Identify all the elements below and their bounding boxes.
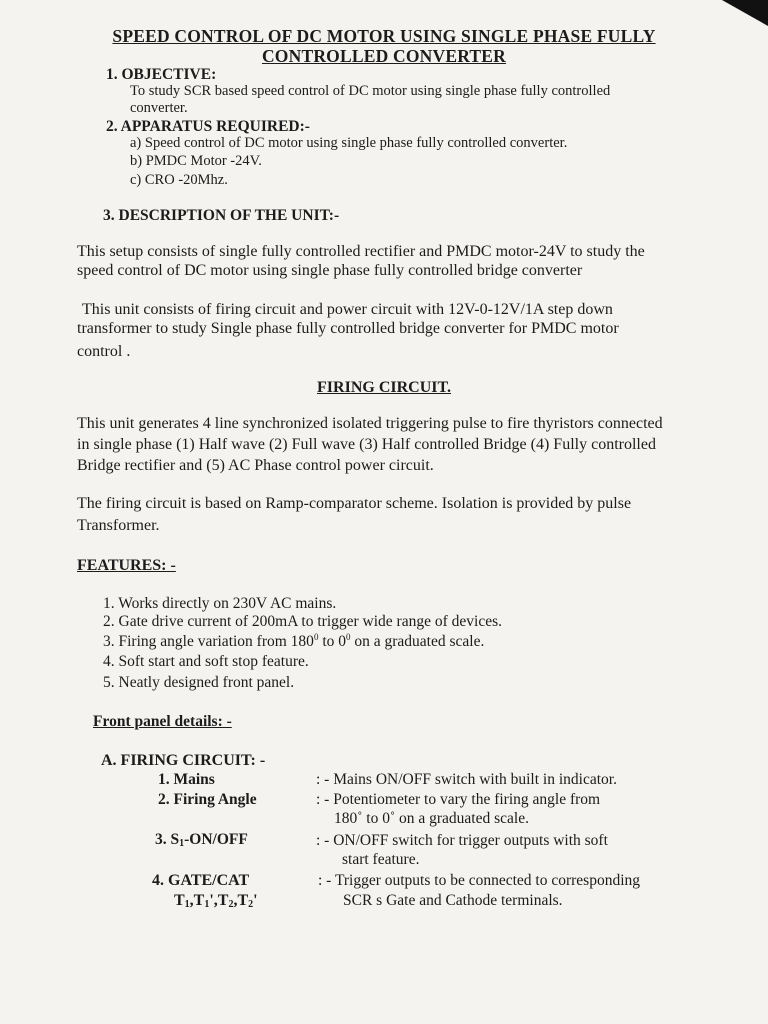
firing-para1-line: in single phase (1) Half wave (2) Full wave (3) Half controlled Bridge (4) Fully controlled [77,436,656,453]
mains-desc: : - Mains ON/OFF switch with built in indicator. [316,771,617,788]
feature-item: 5. Neatly designed front panel. [103,674,295,691]
firing-para1-line: This unit generates 4 line synchronized isolated triggering pulse to fire thyristors connected [77,415,663,432]
terminal-sep: ,T [189,892,205,909]
apparatus-heading: 2. APPARATUS REQUIRED:- [106,118,310,135]
gate-cat-label: 4. GATE/CAT [152,872,250,889]
description-para2-line: This unit consists of firing circuit and power circuit with 12V-0-12V/1A step down [82,301,613,318]
doc-title-line2: CONTROLLED CONVERTER [261,46,507,66]
degree-superscript: 0 [346,632,351,642]
apparatus-item: c) CRO -20Mhz. [130,172,228,188]
apparatus-item: a) Speed control of DC motor using single phase fully controlled converter. [130,135,568,151]
firing-para2-line: Transformer. [77,517,160,534]
firing-angle-desc-2: 180˚ to 0˚ on a graduated scale. [334,810,529,827]
description-para2-line: transformer to study Single phase fully controlled bridge converter for PMDC motor [77,320,619,337]
s1-desc-2: start feature. [342,851,420,868]
feature-item-3-prefix: 3. Firing angle variation from 180 [103,633,314,650]
terminal-t: T [174,892,185,909]
feature-item-3-mid: to 0 [318,633,346,650]
firing-para2-line: The firing circuit is based on Ramp-comparator scheme. Isolation is provided by pulse [77,495,632,512]
s1-subscript: 1 [179,838,185,849]
firing-circuit-subheading: A. FIRING CIRCUIT: - [101,752,266,769]
firing-angle-label: 2. Firing Angle [158,791,257,808]
terminal-sep: ,T [233,892,249,909]
mains-label: 1. Mains [158,771,215,788]
terminal-subscript: 1 [204,899,210,910]
terminal-sep: ' [253,892,258,909]
doc-title-line1: SPEED CONTROL OF DC MOTOR USING SINGLE PHASE FULLY [112,26,656,46]
description-heading: 3. DESCRIPTION OF THE UNIT:- [103,207,340,224]
features-heading: FEATURES: - [77,557,176,574]
s1-desc-1: : - ON/OFF switch for trigger outputs with soft [316,832,608,849]
s1-label [155,831,248,849]
s1-label-suffix: -ON/OFF [184,831,248,848]
objective-text-2: converter. [130,100,188,116]
terminal-subscript: 2 [248,899,254,910]
corner-shadow [722,0,768,26]
description-para1-line: This setup consists of single fully controlled rectifier and PMDC motor-24V to study the [77,243,645,260]
apparatus-item: b) PMDC Motor -24V. [130,153,262,169]
feature-item-3 [103,632,484,651]
feature-item: 2. Gate drive current of 200mA to trigger wide range of devices. [103,613,502,630]
gate-terminals-label [174,892,258,910]
description-para1-line: speed control of DC motor using single phase fully controlled bridge converter [77,262,583,279]
description-para2-line: control . [77,343,131,360]
terminal-subscript: 1 [184,899,190,910]
gate-desc-2: SCR s Gate and Cathode terminals. [343,892,563,909]
firing-circuit-heading: FIRING CIRCUIT. [317,379,451,396]
front-panel-heading: Front panel details: - [93,713,232,730]
firing-para1-line: Bridge rectifier and (5) AC Phase control power circuit. [77,457,434,474]
feature-item: 1. Works directly on 230V AC mains. [103,595,337,612]
degree-superscript: 0 [313,632,319,642]
terminal-subscript: 2 [228,899,234,910]
objective-heading: 1. OBJECTIVE: [106,66,217,83]
gate-desc-1: : - Trigger outputs to be connected to corresponding [318,872,641,889]
feature-item: 4. Soft start and soft stop feature. [103,653,309,670]
terminal-sep: ',T [209,892,229,909]
s1-label-prefix: 3. S [155,831,180,848]
firing-angle-desc-1: : - Potentiometer to vary the firing angle from [316,791,601,808]
feature-item-3-suffix: on a graduated scale. [350,633,485,650]
objective-text-1: To study SCR based speed control of DC motor using single phase fully controlled [130,83,611,99]
